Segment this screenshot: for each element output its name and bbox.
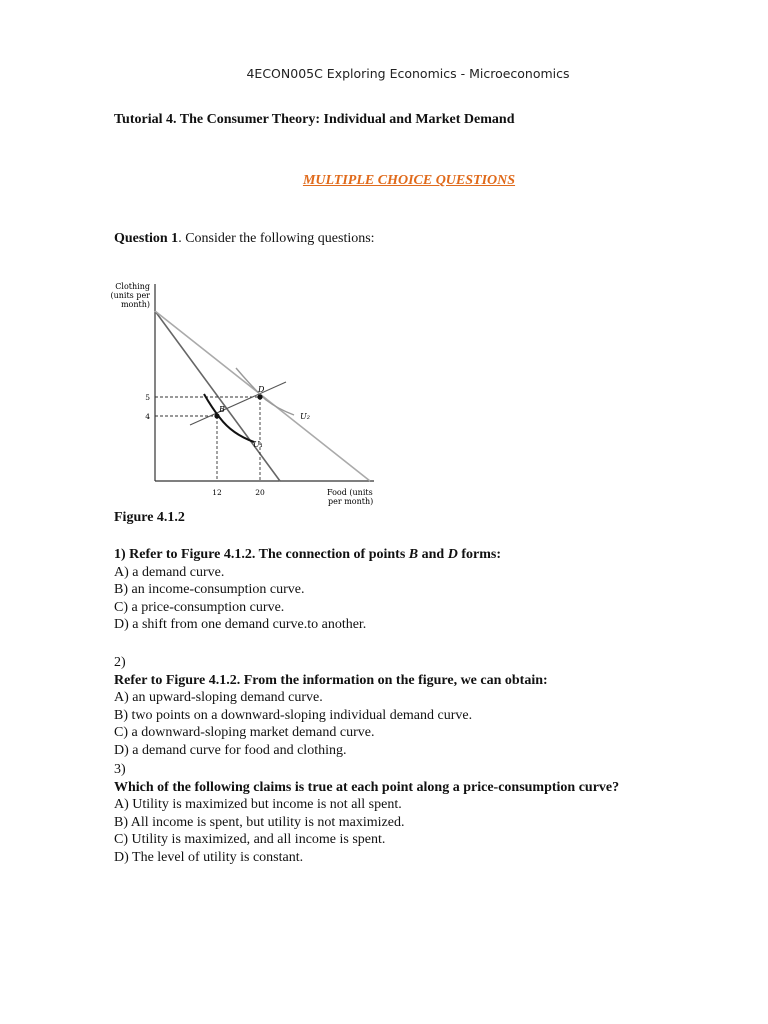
y-axis-label-line3: month) <box>120 300 150 309</box>
question-label: Question 1 <box>114 231 179 246</box>
question-2-stem <box>114 654 548 689</box>
x-tick-12: 12 <box>212 488 222 497</box>
y-axis-label-line1: Clothing <box>115 282 150 291</box>
y-tick-4: 4 <box>145 412 150 421</box>
question-2-option-d: D) a demand curve for food and clothing. <box>114 742 347 758</box>
question-1-option-c: C) a price-consumption curve. <box>114 599 285 615</box>
question-1-stem-mid: and <box>418 547 448 562</box>
question-3-option-d: D) The level of utility is constant. <box>114 849 304 865</box>
question-2 <box>114 654 548 760</box>
question-intro <box>114 231 375 247</box>
question-1-stem-pre: Refer to Figure 4.1.2. The connection of points <box>125 547 409 562</box>
question-2-number: 2) <box>114 655 126 670</box>
point-d <box>257 394 262 399</box>
x-tick-20: 20 <box>255 488 265 497</box>
question-1-option-a: A) a demand curve. <box>114 564 225 580</box>
question-3 <box>114 761 619 867</box>
question-1-stem <box>114 546 501 564</box>
tutorial-title: Tutorial 4. The Consumer Theory: Individual and Market Demand <box>114 112 515 127</box>
y-axis-label-line2: (units per <box>110 291 150 300</box>
question-1-option-b: B) an income-consumption curve. <box>114 582 305 598</box>
question-2-option-c: C) a downward-sloping market demand curve. <box>114 725 375 741</box>
question-2-stem-text: Refer to Figure 4.1.2. From the information on the figure, we can obtain: <box>114 672 548 688</box>
question-1-stem-post: forms: <box>457 547 501 562</box>
page-header <box>0 66 768 81</box>
question-intro-text: . Consider the following questions: <box>178 231 375 246</box>
question-3-option-c: C) Utility is maximized, and all income is spent. <box>114 832 386 848</box>
question-3-option-a: A) Utility is maximized but income is not all spent. <box>114 797 402 813</box>
question-3-stem <box>114 761 619 796</box>
question-1-point-b: B <box>408 547 419 562</box>
question-1-number: 1) <box>114 547 126 562</box>
question-1-point-d: D <box>447 547 458 562</box>
point-label-d: D <box>258 385 265 394</box>
point-label-b: B <box>219 405 225 414</box>
consumer-choice-diagram <box>108 276 388 508</box>
section-title <box>0 171 768 189</box>
point-b <box>214 413 219 418</box>
question-3-number: 3) <box>114 762 126 777</box>
question-2-option-a: A) an upward-sloping demand curve. <box>114 690 323 706</box>
question-1-option-d: D) a shift from one demand curve.to another. <box>114 617 367 633</box>
curve-label-u1: U₁ <box>253 440 263 449</box>
section-title-text: MULTIPLE CHOICE QUESTIONS <box>302 173 516 188</box>
question-3-option-b: B) All income is spent, but utility is not maximized. <box>114 814 405 830</box>
x-axis-label-line2: per month) <box>328 497 374 506</box>
curve-label-u2: U₂ <box>300 412 310 421</box>
figure-caption: Figure 4.1.2 <box>114 510 185 525</box>
course-title: 4ECON005C Exploring Economics - Microeconomics <box>246 66 570 81</box>
y-tick-5: 5 <box>145 393 150 402</box>
question-2-option-b: B) two points on a downward-sloping individual demand curve. <box>114 707 473 723</box>
question-1 <box>114 546 501 634</box>
x-axis-label-line1: Food (units <box>327 488 373 497</box>
figure <box>108 276 388 513</box>
question-3-stem-text: Which of the following claims is true at each point along a price-consumption curve? <box>114 779 620 795</box>
